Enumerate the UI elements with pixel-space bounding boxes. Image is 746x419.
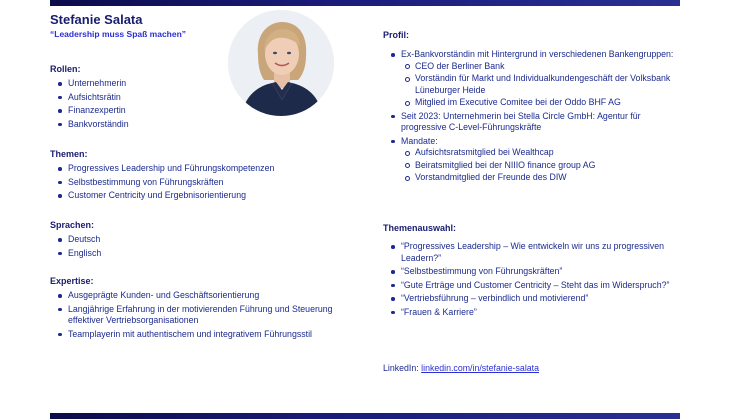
person-name: Stefanie Salata (50, 12, 143, 27)
heading-profil: Profil: (383, 30, 409, 40)
linkedin-line (383, 363, 539, 374)
sublist-mandate (401, 147, 683, 184)
heading-themenauswahl: Themenauswahl: (383, 223, 457, 233)
list-item: Deutsch (68, 234, 101, 244)
section-rollen (50, 64, 129, 132)
list-item: Seit 2023: Unternehmerin bei Stella Circle GmbH: Agentur für progressive C-Level-Führungskräfte (401, 111, 683, 134)
list-item: Customer Centricity und Ergebnisorientierung (68, 190, 350, 202)
list-item: “Progressives Leadership – Wie entwickeln wir uns zu progressiven Leadern?” (401, 241, 683, 264)
sub-list-item: Vorständin für Markt und Individualkundengeschäft der Volksbank Lüneburger Heide (415, 73, 683, 96)
avatar (228, 10, 334, 116)
list-themen (50, 163, 350, 202)
sublist-banks (401, 61, 683, 109)
section-sprachen (50, 220, 101, 261)
list-item: Bankvorständin (68, 118, 129, 129)
list-item: Unternehmerin (68, 78, 129, 90)
list-rollen (50, 78, 129, 130)
heading-themen: Themen: (50, 149, 88, 159)
list-expertise (50, 290, 350, 340)
profil-item-text: Ex-Bankvorständin mit Hintergrund in verschiedenen Bankengruppen: (401, 49, 674, 59)
sub-list-item: Beiratsmitglied bei der NIIIO finance group AG (415, 160, 683, 172)
list-item: “Vertriebsführung – verbindlich und motivierend” (401, 293, 683, 305)
list-item: Selbstbestimmung von Führungskräften (68, 177, 350, 189)
heading-rollen: Rollen: (50, 64, 81, 74)
portrait-photo (228, 10, 334, 116)
top-accent-bar (50, 0, 680, 6)
heading-sprachen: Sprachen: (50, 220, 95, 230)
list-item: Aufsichtsrätin (68, 92, 129, 104)
profil-item-text: Mandate: (401, 135, 438, 146)
list-item: Finanzexpertin (68, 105, 129, 117)
sub-list-item: Aufsichtsratsmitglied bei Wealthcap (415, 147, 683, 159)
heading-expertise: Expertise: (50, 276, 94, 286)
list-themenauswahl (383, 241, 683, 318)
list-item (401, 49, 683, 109)
section-profil (383, 30, 683, 186)
section-themen (50, 149, 350, 204)
list-item (401, 136, 683, 184)
list-item: Progressives Leadership und Führungskompetenzen (68, 163, 350, 175)
list-item: Englisch (68, 247, 102, 258)
list-item: Langjährige Erfahrung in der motivierenden Führung und Steuerung effektiver Vertriebsorganisationen (68, 304, 350, 327)
list-item: Ausgeprägte Kunden- und Geschäftsorientierung (68, 290, 350, 302)
bottom-accent-bar (50, 413, 680, 419)
list-sprachen (50, 234, 101, 259)
linkedin-link[interactable]: linkedin.com/in/stefanie-salata (421, 363, 539, 373)
list-profil (383, 49, 683, 184)
sub-list-item: Mitglied im Executive Comitee bei der Oddo BHF AG (415, 97, 683, 109)
list-item: “Gute Erträge und Customer Centricity – Steht das im Widerspruch?” (401, 280, 683, 292)
section-themenauswahl (383, 223, 683, 320)
sub-list-item: Vorstandmitglied der Freunde des DIW (415, 172, 683, 184)
linkedin-label: LinkedIn: (383, 363, 419, 373)
sub-list-item: CEO der Berliner Bank (415, 61, 683, 73)
list-item: “Selbstbestimmung von Führungskräften” (401, 266, 683, 278)
list-item: Teamplayerin mit authentischem und integrativem Führungsstil (68, 329, 350, 341)
section-expertise (50, 276, 350, 342)
motto: “Leadership muss Spaß machen” (50, 29, 187, 39)
list-item: “Frauen & Karriere” (401, 307, 683, 319)
